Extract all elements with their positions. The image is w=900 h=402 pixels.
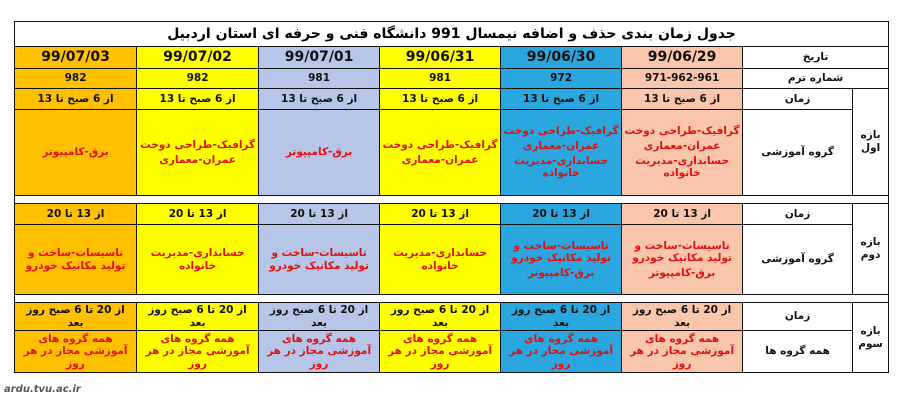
group-item: برق-کامپیوتر (42, 146, 109, 159)
all-groups-cell: همه گروه های آموزشی مجاز در هر روز (380, 331, 501, 373)
group-item: تاسیسات-ساخت و تولید مکانیک خودرو (511, 239, 611, 265)
time-label: زمان (743, 303, 853, 331)
group-cell (622, 225, 743, 295)
group-item: عمران-معماری (643, 139, 721, 152)
row-divider (15, 196, 889, 204)
watermark: ardu.tvu.ac.ir (4, 384, 81, 395)
group-cell (15, 110, 137, 196)
all-groups-cell: همه گروه های آموزشی مجاز در هر روز (622, 331, 743, 373)
schedule-table (14, 21, 889, 373)
group-cell (137, 110, 259, 196)
time-cell: از 6 صبح تا 13 (501, 89, 622, 110)
period-1-label: بازه اول (853, 89, 889, 196)
all-groups-cell: همه گروه های آموزشی مجاز در هر روز (259, 331, 380, 373)
time-cell: از 13 تا 20 (380, 204, 501, 225)
group-item: تاسیسات-ساخت و تولید مکانیک خودرو (25, 246, 126, 272)
group-item: گرافیک-طراحی دوخت (140, 138, 256, 151)
date-cell: 99/07/02 (137, 47, 259, 69)
group-item: تاسیسات-ساخت و تولید مکانیک خودرو (269, 246, 369, 272)
time-cell: از 13 تا 20 (622, 204, 743, 225)
all-groups-cell: همه گروه های آموزشی مجاز در هر روز (15, 331, 137, 373)
term-header: شماره ترم (743, 69, 889, 89)
row-divider (15, 295, 889, 303)
term-cell: 982 (137, 69, 259, 89)
time-cell: از 13 تا 20 (501, 204, 622, 225)
group-item: حسابداری-مدیریت خانواده (635, 154, 730, 180)
date-cell: 99/06/30 (501, 47, 622, 69)
group-item: حسابداری-مدیریت خانواده (393, 246, 488, 272)
group-cell (15, 225, 137, 295)
group-item: گرافیک-طراحی دوخت (503, 125, 619, 138)
date-cell: 99/07/03 (15, 47, 137, 69)
group-cell (259, 110, 380, 196)
time-cell: از 13 تا 20 (259, 204, 380, 225)
group-item: برق-کامپیوتر (285, 146, 353, 159)
group-cell (137, 225, 259, 295)
group-item: تاسیسات-ساخت و تولید مکانیک خودرو (632, 239, 732, 265)
group-item: عمران-معماری (522, 139, 600, 152)
group-cell (380, 110, 501, 196)
time-label: زمان (743, 204, 853, 225)
time-cell: از 13 تا 20 (137, 204, 259, 225)
time-cell: از 6 صبح تا 13 (622, 89, 743, 110)
time-cell: از 6 صبح تا 13 (259, 89, 380, 110)
group-cell (622, 110, 743, 196)
group-item: گرافیک-طراحی دوخت (624, 125, 740, 138)
term-cell: 981 (259, 69, 380, 89)
time-label: زمان (743, 89, 853, 110)
term-cell: 982 (15, 69, 137, 89)
all-groups-cell: همه گروه های آموزشی مجاز در هر روز (501, 331, 622, 373)
period-2-label: بازه دوم (853, 204, 889, 295)
group-item: عمران-معماری (401, 153, 479, 166)
time-cell: از 20 تا 6 صبح روز بعد (380, 303, 501, 331)
group-item: حسابداری-مدیریت خانواده (150, 246, 245, 272)
group-cell (501, 110, 622, 196)
group-label: گروه آموزشی (743, 110, 853, 196)
page-title: جدول زمان بندی حذف و اضافه نیمسال 991 دانشگاه فنی و حرفه ای استان اردبیل (15, 22, 889, 47)
group-item: برق-کامپیوتر (527, 266, 595, 279)
time-cell: از 20 تا 6 صبح روز بعد (15, 303, 137, 331)
term-cell: 981 (380, 69, 501, 89)
time-cell: از 6 صبح تا 13 (380, 89, 501, 110)
group-item: عمران-معماری (159, 153, 236, 166)
term-cell: 971-962-961 (622, 69, 743, 89)
time-cell: از 6 صبح تا 13 (15, 89, 137, 110)
all-groups-label: همه گروه ها (743, 331, 853, 373)
group-item: گرافیک-طراحی دوخت (382, 138, 498, 151)
time-cell: از 13 تا 20 (15, 204, 137, 225)
time-cell: از 20 تا 6 صبح روز بعد (259, 303, 380, 331)
group-item: برق-کامپیوتر (648, 266, 716, 279)
time-cell: از 20 تا 6 صبح روز بعد (622, 303, 743, 331)
time-cell: از 20 تا 6 صبح روز بعد (137, 303, 259, 331)
date-cell: 99/06/31 (380, 47, 501, 69)
date-header: تاریخ (743, 47, 889, 69)
group-item: حسابداری-مدیریت خانواده (514, 154, 609, 180)
term-cell: 972 (501, 69, 622, 89)
time-cell: از 6 صبح تا 13 (137, 89, 259, 110)
group-label: گروه آموزشی (743, 225, 853, 295)
period-3-label: بازه سوم (853, 303, 889, 373)
group-cell (259, 225, 380, 295)
date-cell: 99/07/01 (259, 47, 380, 69)
time-cell: از 20 تا 6 صبح روز بعد (501, 303, 622, 331)
all-groups-cell: همه گروه های آموزشی مجاز در هر روز (137, 331, 259, 373)
date-cell: 99/06/29 (622, 47, 743, 69)
group-cell (501, 225, 622, 295)
group-cell (380, 225, 501, 295)
